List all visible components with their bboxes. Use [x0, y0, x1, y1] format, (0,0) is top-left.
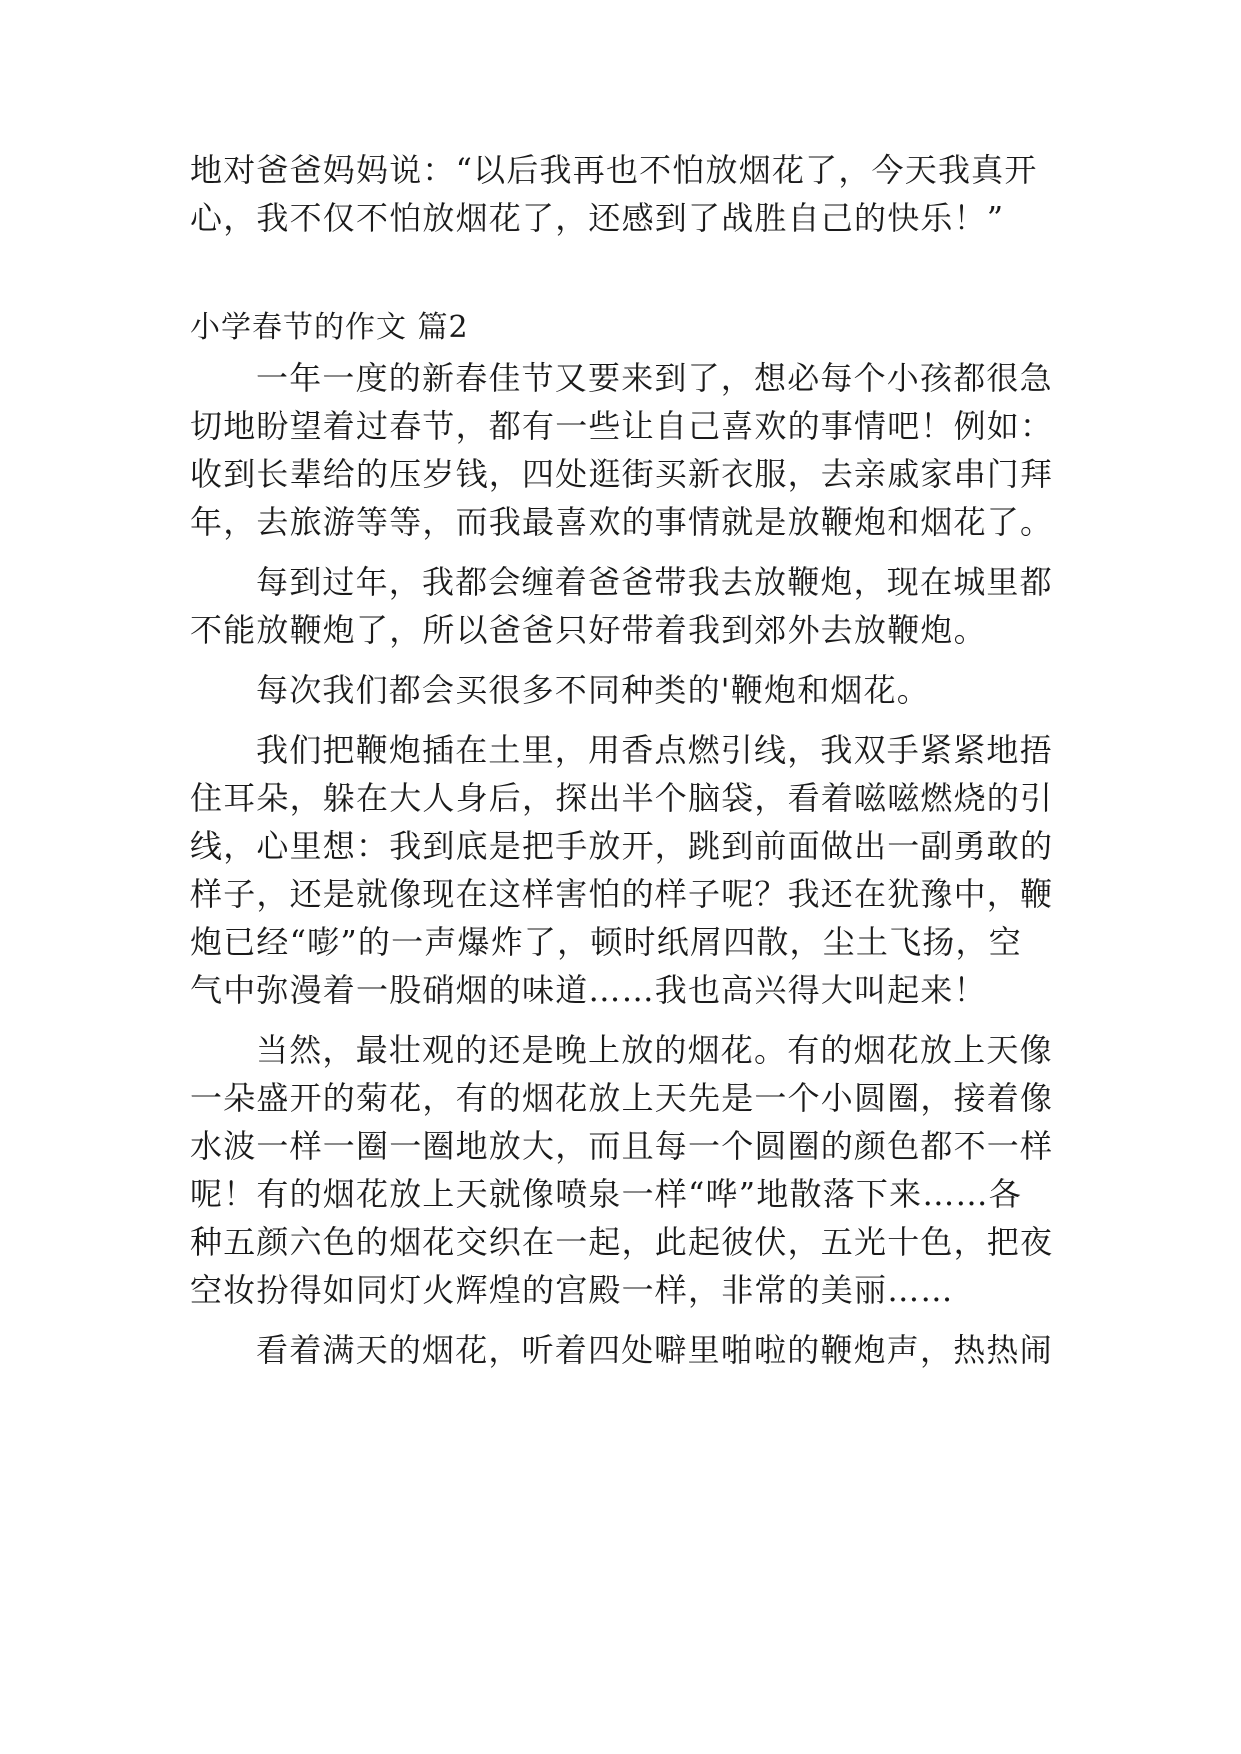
body-text-line: 种五颜六色的烟花交织在一起，此起彼伏，五光十色，把夜 — [190, 1223, 1054, 1261]
body-text-line: 炮已经“嘭”的一声爆炸了，顿时纸屑四散，尘土飞扬，空 — [190, 923, 1022, 961]
section-heading: 小学春节的作文 篇2 — [190, 310, 469, 345]
body-text-line: 切地盼望着过春节，都有一些让自己喜欢的事情吧！例如： — [190, 407, 1054, 445]
paragraph-start-line: 看着满天的烟花，听着四处噼里啪啦的鞭炮声，热热闹 — [256, 1331, 1053, 1369]
paragraph-start-line: 每到过年，我都会缠着爸爸带我去放鞭炮，现在城里都 — [256, 563, 1053, 601]
paragraph-start-line: 每次我们都会买很多不同种类的'鞭炮和烟花。 — [256, 671, 930, 709]
body-text-line: 一朵盛开的菊花，有的烟花放上天先是一个小圆圈，接着像 — [190, 1079, 1054, 1117]
body-text-line: 线，心里想：我到底是把手放开，跳到前面做出一副勇敢的 — [190, 827, 1054, 865]
body-text-line: 心，我不仅不怕放烟花了，还感到了战胜自己的快乐！” — [190, 199, 1005, 237]
body-text-line: 气中弥漫着一股硝烟的味道……我也高兴得大叫起来！ — [190, 971, 987, 1009]
body-text-line: 收到长辈给的压岁钱，四处逛街买新衣服，去亲戚家串门拜 — [190, 455, 1054, 493]
paragraph-start-line: 一年一度的新春佳节又要来到了，想必每个小孩都很急 — [256, 359, 1053, 397]
paragraph-start-line: 我们把鞭炮插在土里，用香点燃引线，我双手紧紧地捂 — [256, 731, 1053, 769]
body-text-line: 地对爸爸妈妈说：“以后我再也不怕放烟花了，今天我真开 — [190, 151, 1038, 189]
body-text-line: 住耳朵，躲在大人身后，探出半个脑袋，看着嗞嗞燃烧的引 — [190, 779, 1054, 817]
body-text-line: 不能放鞭炮了，所以爸爸只好带着我到郊外去放鞭炮。 — [190, 611, 987, 649]
body-text-line: 空妆扮得如同灯火辉煌的宫殿一样，非常的美丽…… — [190, 1271, 954, 1309]
body-text-line: 呢！有的烟花放上天就像喷泉一样“哗”地散落下来……各 — [190, 1175, 1022, 1213]
body-text-line: 样子，还是就像现在这样害怕的样子呢？我还在犹豫中，鞭 — [190, 875, 1054, 913]
body-text-line: 水波一样一圈一圈地放大，而且每一个圆圈的颜色都不一样 — [190, 1127, 1054, 1165]
body-text-line: 年，去旅游等等，而我最喜欢的事情就是放鞭炮和烟花了。 — [190, 503, 1054, 541]
paragraph-start-line: 当然，最壮观的还是晚上放的烟花。有的烟花放上天像 — [256, 1031, 1053, 1069]
